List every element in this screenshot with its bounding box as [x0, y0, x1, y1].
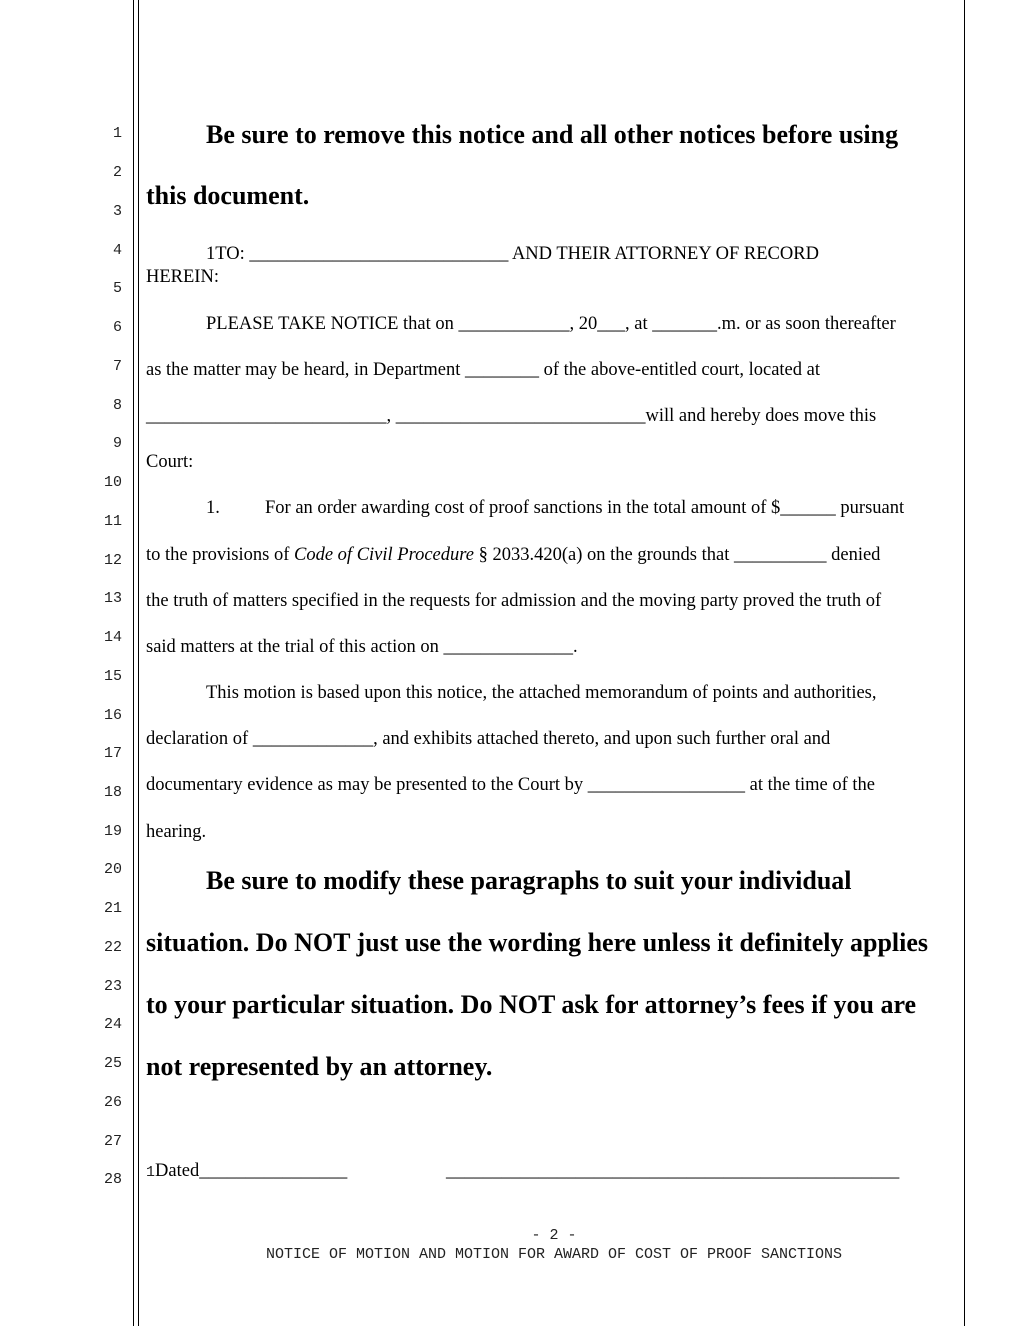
line-number: 2 [112, 164, 122, 181]
line-number: 20 [103, 861, 122, 878]
motion-basis-line1: This motion is based upon this notice, the attached memorandum of points and authorities, [206, 683, 877, 703]
motion-basis-line3: documentary evidence as may be presented to the Court by _________________ at the time of the [146, 775, 876, 795]
to-line-herein: HEREIN: [146, 267, 219, 287]
line-number: 7 [112, 358, 122, 375]
line-number: 26 [103, 1094, 122, 1111]
modify-notice-line2: situation. Do NOT just use the wording here unless it definitely applies [146, 928, 929, 957]
line-number: 11 [103, 513, 122, 530]
modify-notice-line3: to your particular situation. Do NOT ask for attorney’s fees if you are [146, 990, 917, 1019]
modify-notice-line1: Be sure to modify these paragraphs to suit your individual [206, 866, 852, 895]
line-number: 22 [103, 939, 122, 956]
line-number: 3 [112, 203, 122, 220]
line-number: 27 [103, 1133, 122, 1150]
item1-line1: For an order awarding cost of proof sanctions in the total amount of $______ pursuant [265, 498, 905, 518]
statute-citation: Code of Civil Procedure [294, 545, 474, 565]
line-number: 15 [103, 668, 122, 685]
line-number: 1 [112, 125, 122, 142]
line-number: 21 [103, 900, 122, 917]
modify-notice-line4: not represented by an attorney. [146, 1052, 493, 1081]
footer-title: NOTICE OF MOTION AND MOTION FOR AWARD OF COST OF PROOF SANCTIONS [265, 1246, 843, 1263]
notice-paragraph-line2: as the matter may be heard, in Department ________ of the above-entitled court, located at [146, 360, 820, 380]
line-number: 13 [103, 590, 122, 607]
item1-line4: said matters at the trial of this action on ______________. [146, 637, 578, 657]
page-number: - 2 - [531, 1227, 577, 1244]
line-number: 5 [112, 280, 122, 297]
remove-notice-line2: this document. [146, 181, 310, 210]
notice-paragraph-line1: PLEASE TAKE NOTICE that on ____________, 20___, at _______.m. or as soon thereafter [206, 314, 896, 334]
remove-notice-line1: Be sure to remove this notice and all other notices before using [206, 120, 899, 149]
line-number: 16 [103, 707, 122, 724]
line-number: 25 [103, 1055, 122, 1072]
notice-paragraph-line3: __________________________, ___________________________will and hereby does move this [146, 406, 877, 426]
item1-line2-post: § 2033.420(a) on the grounds that __________ denied [474, 545, 881, 565]
motion-basis-line2: declaration of _____________, and exhibits attached thereto, and upon such further oral and [146, 729, 831, 749]
line-number: 18 [103, 784, 122, 801]
line-number: 12 [103, 552, 122, 569]
line-number: 17 [103, 745, 122, 762]
line-number: 14 [103, 629, 122, 646]
dated-line [146, 1161, 347, 1182]
line-number: 8 [112, 397, 122, 414]
motion-basis-line4: hearing. [146, 822, 207, 842]
line-number: 28 [103, 1171, 122, 1188]
item1-line2 [146, 545, 880, 566]
line-number: 6 [112, 319, 122, 336]
margin-rule-outer [133, 0, 134, 1326]
line-number: 9 [112, 435, 122, 452]
item1-line2-pre: to the provisions of [146, 545, 294, 565]
line-number: 4 [112, 242, 122, 259]
notice-paragraph-line4: Court: [146, 452, 194, 472]
line-number: 23 [103, 978, 122, 995]
item-number: 1. [206, 498, 220, 518]
line-number: 19 [103, 823, 122, 840]
margin-rule-inner [138, 0, 139, 1326]
dated-mark: 1 [146, 1164, 156, 1181]
to-line: 1TO: ____________________________ AND THEIR ATTORNEY OF RECORD [206, 244, 819, 264]
dated-label: Dated________________ [155, 1161, 348, 1181]
line-number: 24 [103, 1016, 122, 1033]
line-number: 10 [103, 474, 122, 491]
item1-line3: the truth of matters specified in the requests for admission and the moving party proved the truth of [146, 591, 882, 611]
margin-rule-right [964, 0, 965, 1326]
signature-line: _________________________________________________ [446, 1161, 900, 1181]
